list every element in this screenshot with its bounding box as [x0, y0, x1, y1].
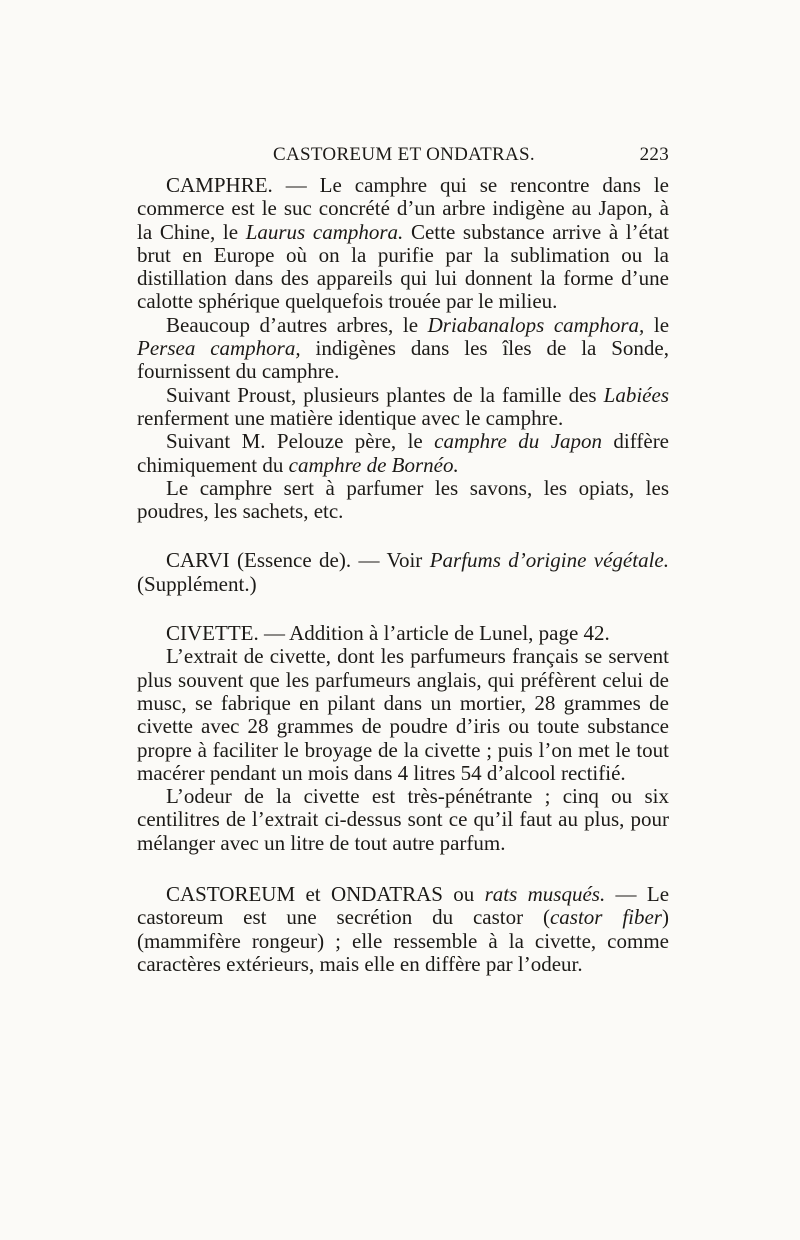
- italic-run: rats musqués.: [484, 882, 606, 907]
- italic-run: Persea camphora,: [137, 336, 301, 361]
- text-run: ) (mammifère rongeur) ; elle ressemble à la civette, comme caractères extérieurs, mais elle en diffère par l’odeur.: [137, 905, 669, 976]
- italic-run: camphre de Bornéo.: [288, 452, 459, 477]
- text-run: ou: [442, 882, 485, 907]
- entry-civette: [137, 622, 669, 645]
- running-head: [137, 144, 669, 174]
- text-run: Le camphre sert à parfumer les savons, les opiats, les poudres, les sachets, etc.: [137, 475, 669, 524]
- text-run: Suivant M. Pelouze père, le: [166, 429, 435, 454]
- entry-heading: CAMPHRE.: [166, 173, 273, 197]
- entry-heading: CARVI: [166, 548, 230, 573]
- paragraph: [137, 314, 669, 384]
- text-run: Cette substance arrive à l’état brut en Europe où on la purifie par la sublimation ou la distillation dans des appareils qui lui donnent la forme d’une calotte sphérique quelquefois trouée par le milieu.: [137, 219, 669, 314]
- page-number: 223: [639, 144, 669, 165]
- entry-carvi: [137, 549, 669, 596]
- book-page: [137, 144, 669, 976]
- italic-run: Parfums d’origine végétale.: [429, 548, 669, 573]
- text-run: (Essence de). — Voir: [229, 548, 430, 573]
- entry-camphre: [137, 174, 669, 314]
- italic-run: Labiées: [603, 382, 669, 407]
- text-run: — Le camphre qui se rencontre dans le commerce est le suc concrété d’un arbre indigène au Japon, à la Chine, le: [137, 173, 669, 244]
- text-run: le: [644, 312, 670, 337]
- text-run: — Le castoreum est une secrétion du castor (: [137, 882, 670, 930]
- paragraph: [137, 430, 669, 477]
- text-run: L’extrait de civette, dont les parfumeurs français se servent plus souvent que les parfumeurs anglais, qui préfèrent celui de musc, se fabrique en pilant dans un mortier, 28 grammes de civette avec 28 grammes de poudre d’iris ou toute substance propre à faciliter le broyage de la civette ; puis l’on met le tout macérer pendant un mois dans 4 litres 54 d’alcool rectifié.: [137, 644, 669, 785]
- text-run: indigènes dans les îles de la Sonde, fournissent du camphre.: [137, 336, 669, 384]
- text-run: — Addition à l’article de Lunel, page 42.: [258, 621, 610, 646]
- text-run: diffère chimiquement du: [137, 429, 670, 477]
- paragraph: [137, 384, 669, 431]
- italic-run: Driabanalops camphora,: [427, 312, 645, 337]
- text-run: Beaucoup d’autres arbres, le: [166, 312, 428, 337]
- text-run: renferment une matière identique avec le camphre.: [137, 405, 564, 430]
- paragraph: [137, 477, 669, 524]
- italic-run: Laurus camphora.: [245, 219, 404, 244]
- paragraph: [137, 785, 669, 855]
- entry-heading: CIVETTE.: [166, 621, 259, 646]
- text-run: L’odeur de la civette est très-pénétrante ; cinq ou six centilitres de l’extrait ci-dessus sont ce qu’il faut au plus, pour mélanger avec un litre de tout autre parfum.: [137, 784, 669, 855]
- italic-run: camphre du Japon: [434, 429, 603, 454]
- entry-heading: CASTOREUM et ONDATRAS: [166, 882, 443, 907]
- running-title: CASTOREUM ET ONDATRAS.: [273, 144, 535, 165]
- text-run: Suivant Proust, plusieurs plantes de la famille des: [166, 382, 604, 407]
- entry-castoreum: [137, 883, 669, 976]
- paragraph: [137, 645, 669, 785]
- italic-run: castor fiber: [549, 905, 662, 930]
- text-run: (Supplément.): [137, 571, 257, 596]
